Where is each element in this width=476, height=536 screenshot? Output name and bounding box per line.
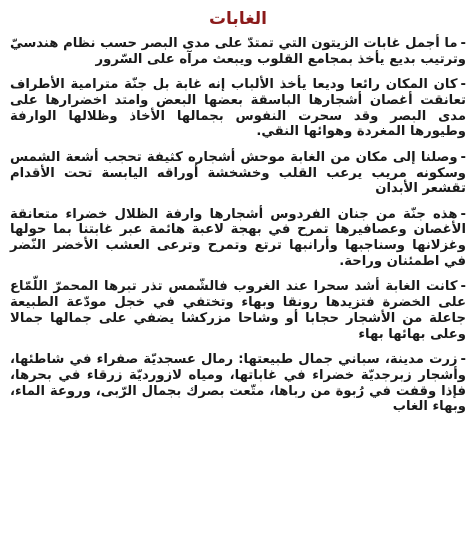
paragraph: [10, 352, 466, 415]
paragraph: [10, 77, 466, 140]
bullet-dash: -: [460, 279, 466, 295]
bullet-dash: -: [460, 352, 466, 368]
bullet-dash: -: [460, 149, 466, 165]
paragraph-text: زرت مدينة، سباني جمال طبيعتها: رمال عسجديّة صفراء في شاطئها، وأشجار زبرجديّة خضراء في غاباتها، ومياه لازورديّة زرقاء في بحرها، فإذا وقفت في رُبوة من رباها، متّعت بصرك بجمال الرّبى، وروعة الماء، وبهاء الغاب: [10, 352, 466, 415]
paragraph-text: ما أجمل غابات الزيتون التي تمتدّ على مدى البصر حسب نظام هندسيّ وترتيب بديع يأخذ بمجامع القلوب ويبعث مرآه على السّرور: [10, 36, 466, 67]
paragraph-text: هذه جنّة من جنان الفردوس أشجارها وارفة الظلال خضراء متعانقة الأغصان وعصافيرها تمرح في بهجة لاعبة هائمة عبر غابتنا بما حولها وغزلانها وسناجبها وأرانبها ترتع وتمرح وترعى العشب الأخضر النّضر في اطمئنان وراحة.: [10, 206, 466, 270]
document-title: الغابات: [208, 9, 268, 29]
paragraph: [10, 279, 466, 342]
paragraph: [10, 207, 466, 270]
bullet-dash: -: [460, 206, 466, 222]
bullet-dash: -: [460, 77, 466, 93]
paragraph: [10, 36, 466, 68]
paragraph-text: كانت الغابة أشد سحرا عند الغروب فالشّمس تذر تبرها المحمرّ اللّمّاع على الخضرة فتزيدها رونقا وبهاء وتختفي في خجل مودّعة الطبيعة جاعلة من الأشجار حجابا أو وشاحا مزركشا يضفي على جمالها جمالا وعلى بهائها بهاء: [10, 279, 466, 342]
paragraph-text: كان المكان رائعا وديعا يأخذ الألباب إنه غابة بل جنّة مترامية الأطراف تعانقت أغصان أشجارها الباسقة بعضها البعض وامتد اخضرارها على مدى البصر وقد سحرت النفوس بجمالها الأخاذ وظلالها الوارفة وطيورها المغردة وهوائها النقي.: [10, 77, 466, 140]
bullet-dash: -: [460, 36, 466, 51]
paragraph-text: وصلنا إلى مكان من الغابة موحش أشجاره كثيفة تحجب أشعة الشمس وسكونه مريب يرعب القلب وخشخشة أوراقه اليابسة تحت الأقدام تقشعر الأبدان: [10, 149, 466, 197]
paragraph: [10, 150, 466, 197]
